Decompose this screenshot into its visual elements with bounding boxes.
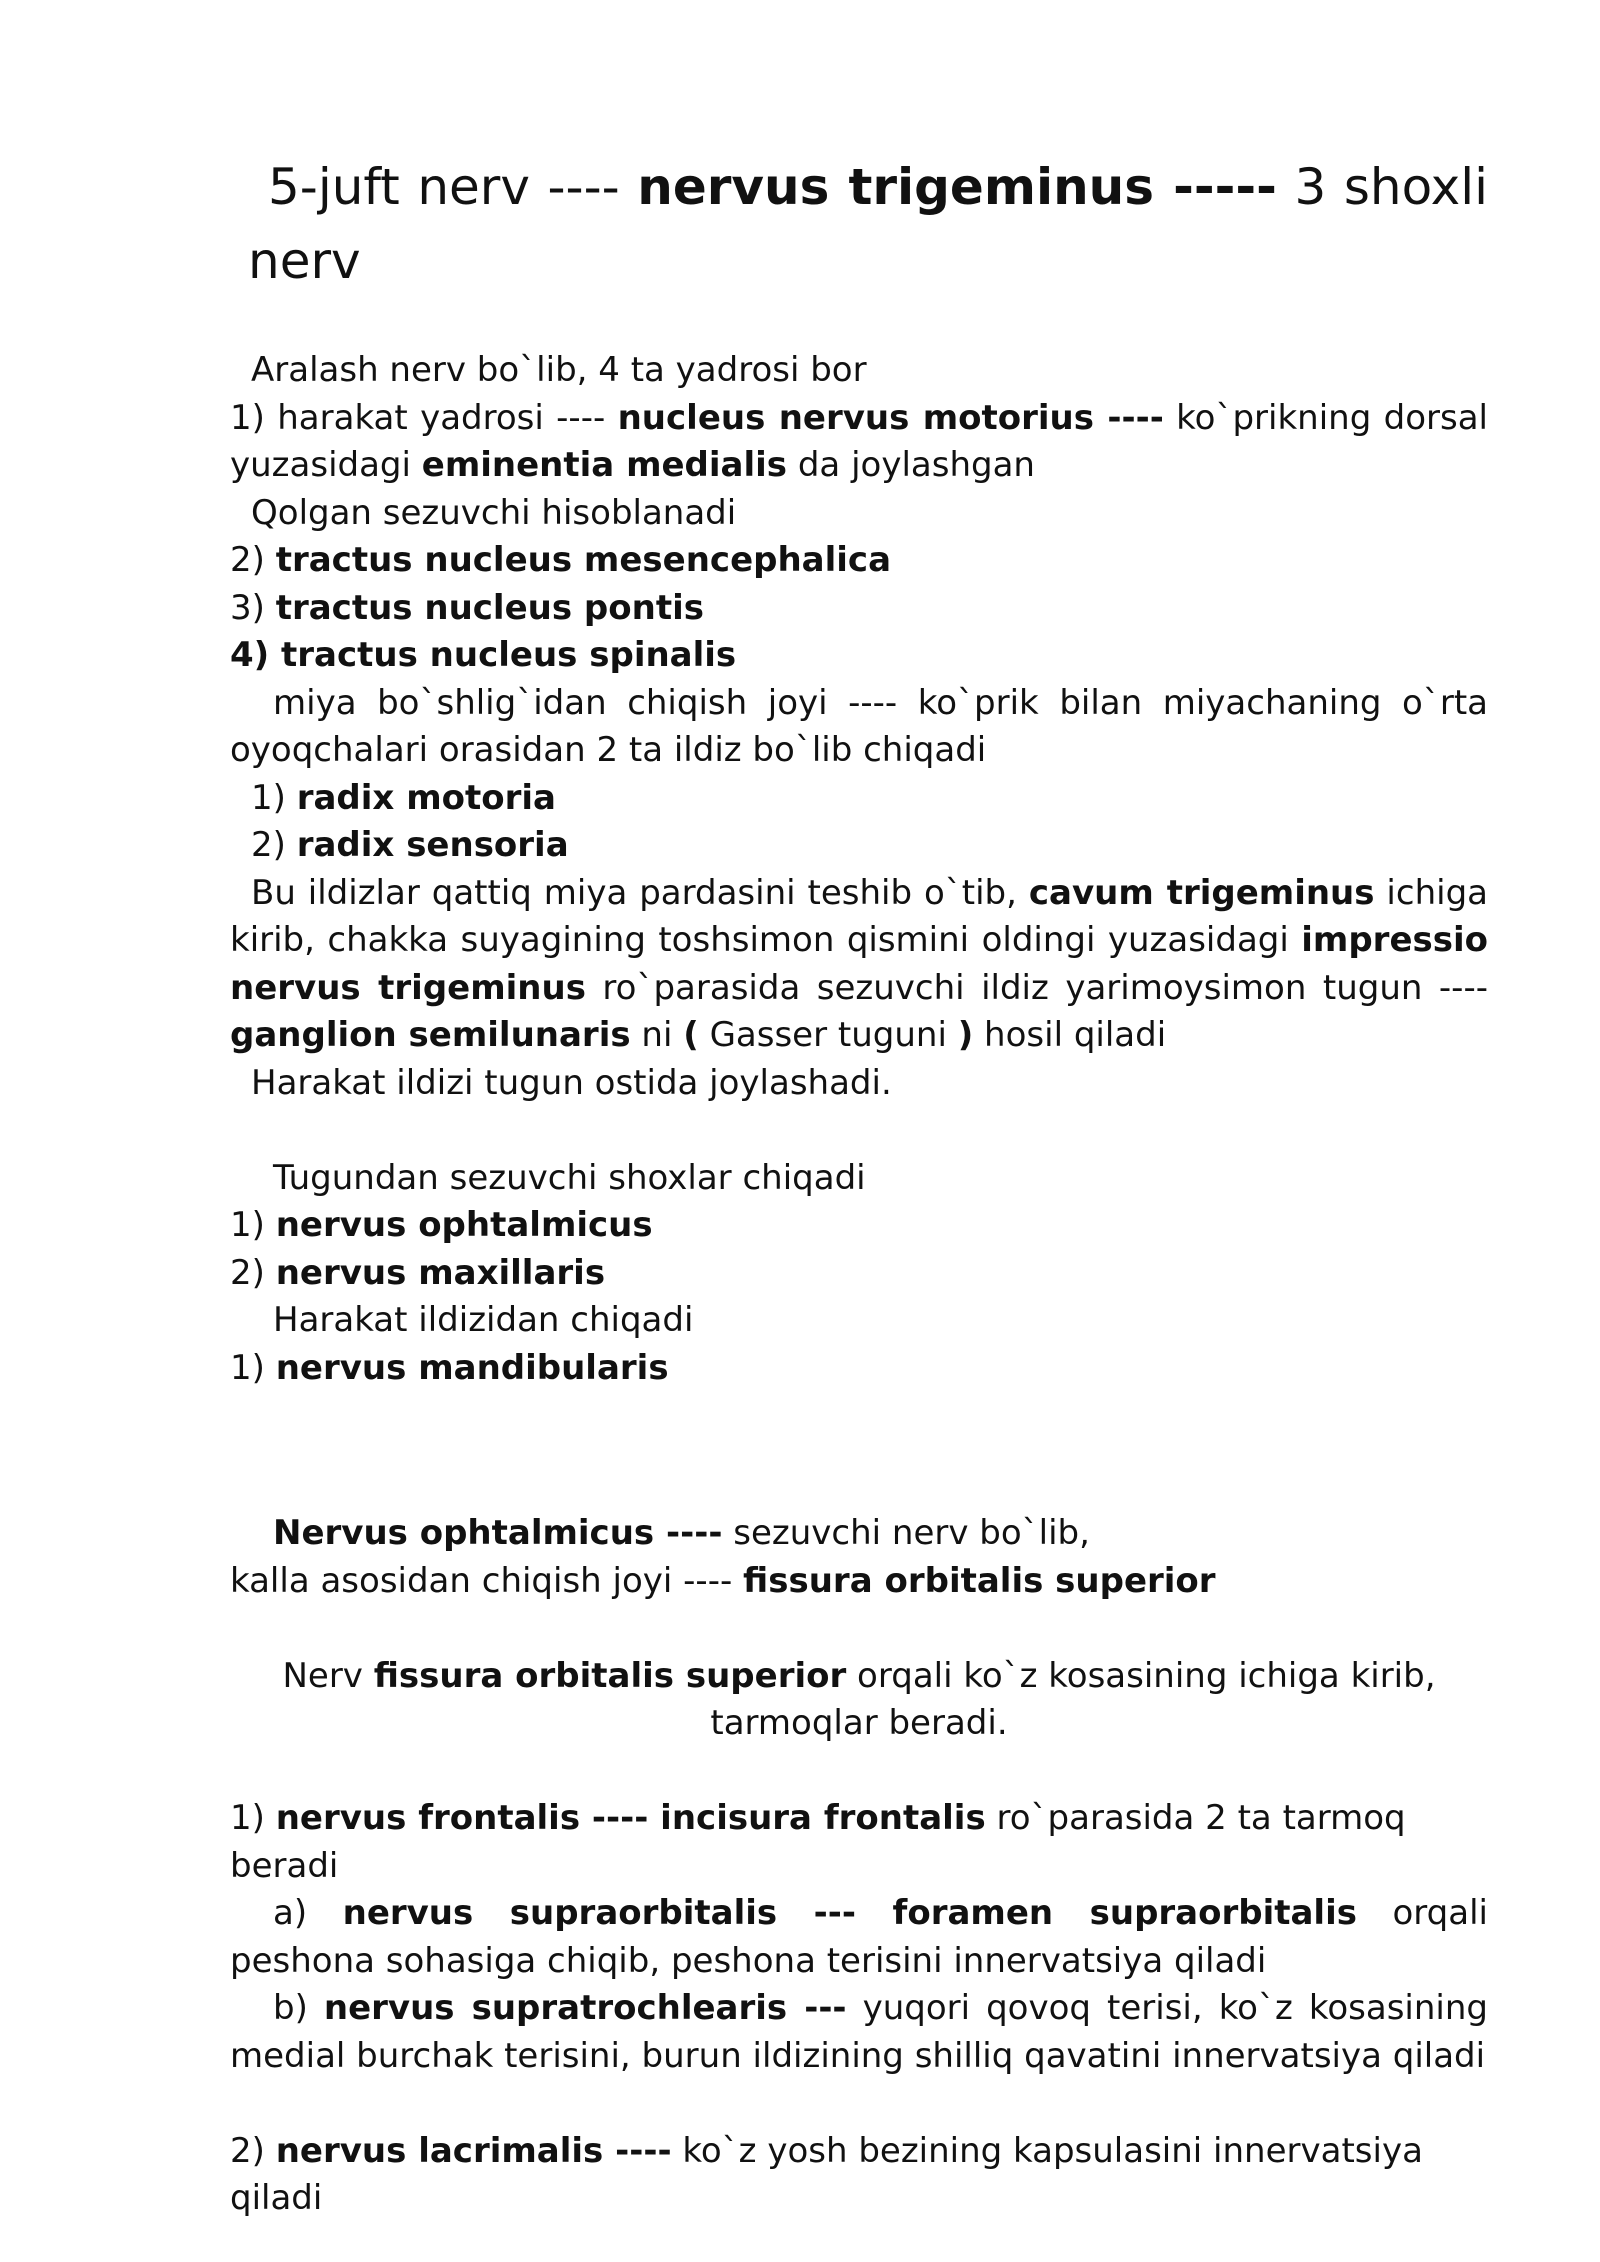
text-run: hosil qiladi [973,1015,1167,1055]
list-number: 2) [230,540,276,580]
text-run: orqali ko`z kosasining ichiga kirib, [846,1655,1436,1696]
list-item [230,2128,1488,2223]
sub-list-item [230,1985,1488,2080]
paragraph [230,395,1488,490]
bold-term: nervus ophtalmicus [275,1205,653,1245]
bold-term: impressio nervus trigeminus [230,920,1488,1008]
paragraph: Tugundan sezuvchi shoxlar chiqadi [273,1157,866,1198]
list-letter: a) [273,1893,343,1933]
list-number: 1) [230,1798,276,1838]
spacer [230,1605,1488,1653]
paragraph: Harakat ildizi tugun ostida joylashadi. [251,1062,892,1103]
list-item [230,632,1488,680]
bold-term: ) [957,1015,974,1055]
title-term: nervus trigeminus ----- [637,158,1277,216]
list-item [230,537,1488,585]
paragraph [230,1558,1488,1606]
bold-term: radix sensoria [296,825,569,865]
list-letter: b) [273,1988,324,2028]
title-line-1 [248,150,1488,224]
text-run: Nerv [282,1655,374,1696]
text-run: Gasser tuguni [698,1015,958,1055]
bold-term: ( [683,1015,699,1055]
page-title [248,150,1488,298]
text-run: ro`parasida sezuvchi ildiz yarimoysimon tugun ---- [585,967,1488,1008]
bold-term: Nervus ophtalmicus ---- [273,1513,723,1553]
bold-term: radix motoria [296,777,556,818]
title-text: 5-juft nerv ---- [268,158,638,216]
list-number: 3) [230,587,276,628]
text-run: ro`parasida 2 ta tarmoq beradi [230,1798,1406,1886]
bold-term: nervus lacrimalis ---- [275,2130,672,2171]
list-number: 2) [230,1252,276,1293]
text-run: da joylashgan [787,445,1035,485]
list-item [230,1795,1488,1890]
text-run: ko`prikning dorsal yuzasidagi [230,397,1489,485]
spacer [230,1748,1488,1796]
bold-term: nervus maxillaris [275,1252,606,1293]
centered-paragraph [230,1653,1488,1701]
title-text: 3 shoxli [1276,158,1489,216]
paragraph: Harakat ildizidan chiqadi [273,1300,694,1340]
title-line-2: nerv [248,232,361,290]
bold-term: nervus mandibularis [275,1347,669,1388]
spacer [230,2080,1488,2128]
list-item [230,1345,1488,1393]
list-item [230,822,1488,870]
document-body [230,347,1488,2223]
bold-term: tractus nucleus pontis [275,587,704,628]
list-number: 1) [251,777,297,818]
centered-paragraph: tarmoqlar beradi. [710,1703,1008,1743]
list-item [230,585,1488,633]
bold-term: fissura orbitalis superior [743,1560,1216,1601]
paragraph: Qolgan sezuvchi hisoblanadi [251,492,737,533]
list-number: 1) [230,1205,276,1245]
text-run: yuqori qovoq terisi, ko`z kosasining medial burchak terisini, burun ildizining shilliq qavatini innervatsiya qiladi [230,1988,1488,2076]
list-number: 1) [230,1347,276,1388]
bold-term: ganglion semilunaris [230,1015,631,1055]
bold-term: 4) tractus nucleus spinalis [230,635,737,675]
text-run: kalla asosidan chiqish joyi ---- [230,1560,744,1601]
text-run: ichiga kirib, chakka suyagining toshsimon qismini oldingi yuzasidagi [230,872,1488,960]
spacer [230,1107,1488,1155]
paragraph [230,1510,1488,1558]
paragraph: Aralash nerv bo`lib, 4 ta yadrosi bor [251,350,867,390]
list-number: 2) [251,825,297,865]
bold-term: nervus supraorbitalis --- foramen supraorbitalis [342,1893,1357,1933]
sub-list-item [230,1890,1488,1985]
bold-term: nervus supratrochlearis --- [323,1988,847,2028]
list-item [230,1250,1488,1298]
paragraph: miya bo`shlig`idan chiqish joyi ---- ko`prik bilan miyachaning o`rta oyoqchalari orasidan 2 ta ildiz bo`lib chiqadi [230,682,1488,770]
text-run: orqali peshona sohasiga chiqib, peshona terisini innervatsiya qiladi [230,1893,1488,1981]
spacer [230,1392,1488,1510]
bold-term: cavum trigeminus [1028,872,1375,913]
paragraph [230,870,1488,1060]
bold-term: nucleus nervus motorius ---- [617,397,1164,438]
text-run: sezuvchi nerv bo`lib, [722,1513,1090,1553]
bold-term: tractus nucleus mesencephalica [275,540,892,580]
bold-term: fissura orbitalis superior [373,1655,847,1696]
list-item [230,775,1488,823]
list-number: 2) [230,2130,276,2171]
text-run: ko`z yosh bezining kapsulasini innervatsiya qiladi [230,2130,1423,2218]
bold-term: eminentia medialis [421,445,788,485]
text-run: ni [630,1015,684,1055]
bold-term: nervus frontalis ---- incisura frontalis [275,1798,986,1838]
list-item [230,1202,1488,1250]
text-run: Bu ildizlar qattiq miya pardasini teshib o`tib, [251,872,1029,913]
text-run: 1) harakat yadrosi ---- [230,397,618,438]
